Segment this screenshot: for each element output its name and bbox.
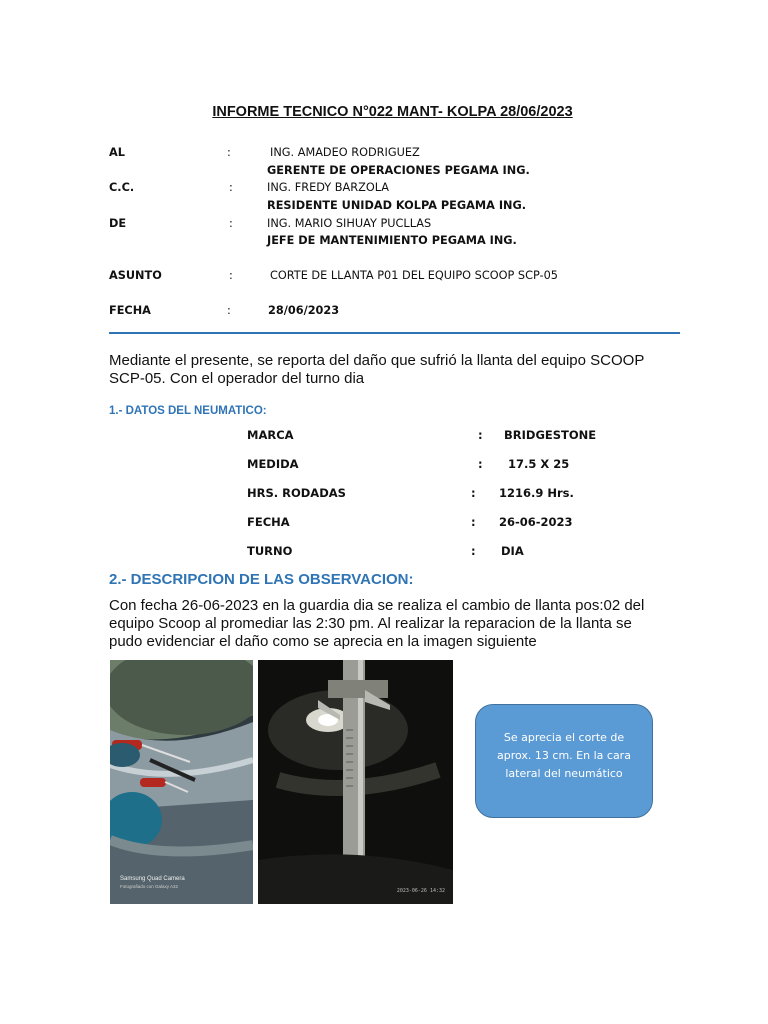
tire-value-medida: 17.5 X 25 — [508, 457, 570, 471]
cc-colon: : — [229, 181, 233, 194]
de-role: JEFE DE MANTENIMIENTO PEGAMA ING. — [267, 234, 517, 247]
tire-label-medida: MEDIDA — [247, 457, 299, 471]
section2-body: Con fecha 26-06-2023 en la guardia dia se realiza el cambio de llanta pos:02 del equipo Scoop al promediar las 2:30 pm. Al realizar la reparacion de la llanta se pudo evidenciar el daño como se aprecia en la imagen siguiente — [109, 597, 645, 650]
section2-title: 2.- DESCRIPCION DE LAS OBSERVACION: — [109, 571, 414, 588]
header-divider — [109, 332, 680, 334]
de-colon: : — [229, 217, 233, 230]
tire-label-marca: MARCA — [247, 428, 294, 442]
caliper-measurement-photo — [258, 660, 453, 904]
asunto-label: ASUNTO — [109, 269, 162, 282]
tire-value-fecha: 26-06-2023 — [499, 515, 573, 529]
tire-value-marca: BRIDGESTONE — [504, 428, 597, 442]
tire-colon: : — [471, 544, 476, 558]
asunto-colon: : — [229, 269, 233, 282]
fecha-colon: : — [227, 304, 231, 317]
asunto-value: CORTE DE LLANTA P01 DEL EQUIPO SCOOP SCP-05 — [270, 269, 558, 282]
al-name: ING. AMADEO RODRIGUEZ — [270, 146, 420, 159]
al-role: GERENTE DE OPERACIONES PEGAMA ING. — [267, 164, 530, 177]
cc-label: C.C. — [109, 181, 135, 194]
tire-value-turno: DIA — [501, 544, 524, 558]
camera-watermark-sub: Fotografiado con Galaxy A32 — [120, 884, 179, 889]
fecha-value: 28/06/2023 — [268, 304, 340, 317]
tire-colon: : — [471, 515, 476, 529]
tire-label-fecha: FECHA — [247, 515, 290, 529]
tire-label-horas: HRS. RODADAS — [247, 486, 346, 500]
de-name: ING. MARIO SIHUAY PUCLLAS — [267, 217, 432, 230]
cc-name: ING. FREDY BARZOLA — [267, 181, 390, 194]
camera-watermark: Samsung Quad Camera — [120, 876, 185, 882]
al-label: AL — [109, 146, 125, 159]
intro-paragraph: Mediante el presente, se reporta del daño que sufrió la llanta del equipo SCOOP SCP-05. Con el operador del turno dia — [109, 352, 645, 387]
section1-title: 1.- DATOS DEL NEUMATICO: — [109, 405, 267, 417]
tire-colon: : — [478, 428, 483, 442]
tire-value-horas: 1216.9 Hrs. — [499, 486, 574, 500]
tire-repair-photo — [110, 660, 253, 904]
tire-colon: : — [478, 457, 483, 471]
photo-timestamp: 2023-06-26 14:32 — [396, 888, 445, 894]
fecha-label: FECHA — [109, 304, 151, 317]
de-label: DE — [109, 217, 127, 230]
observation-callout: Se aprecia el corte de aprox. 13 cm. En la cara lateral del neumático — [475, 704, 653, 818]
al-colon: : — [227, 146, 231, 159]
tire-label-turno: TURNO — [247, 544, 293, 558]
cc-role: RESIDENTE UNIDAD KOLPA PEGAMA ING. — [267, 199, 527, 212]
tire-colon: : — [471, 486, 476, 500]
report-title: INFORME TECNICO N°022 MANT- KOLPA 28/06/2023 — [212, 104, 573, 120]
